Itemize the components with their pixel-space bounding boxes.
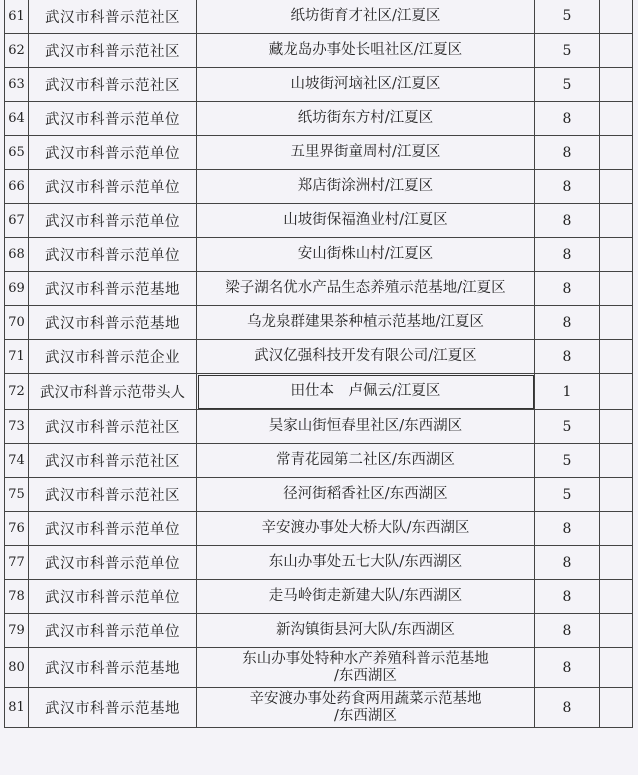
row-extra [600,102,633,136]
row-score: 1 [535,374,600,410]
table-row [5,136,633,170]
row-name: 走马岭街走新建大队/东西湖区 [197,580,535,614]
row-category: 武汉市科普示范社区 [29,68,197,102]
row-extra [600,410,633,444]
row-score: 5 [535,0,600,34]
row-number: 70 [5,306,29,340]
row-extra [600,546,633,580]
row-category: 武汉市科普示范单位 [29,136,197,170]
row-name: 藏龙岛办事处长咀社区/江夏区 [197,34,535,68]
table-row [5,410,633,444]
row-number: 62 [5,34,29,68]
row-extra [600,478,633,512]
row-number: 71 [5,340,29,374]
row-score: 5 [535,444,600,478]
row-extra [600,306,633,340]
table-row [5,688,633,728]
row-score: 5 [535,68,600,102]
row-extra [600,170,633,204]
row-number: 73 [5,410,29,444]
row-score: 8 [535,580,600,614]
row-extra [600,374,633,410]
row-name: 五里界街童周村/江夏区 [197,136,535,170]
row-name-line1: 辛安渡办事处药食两用蔬菜示范基地 [249,690,482,707]
row-name: 纸坊街东方村/江夏区 [197,102,535,136]
row-category: 武汉市科普示范社区 [29,410,197,444]
row-category: 武汉市科普示范单位 [29,512,197,546]
row-category: 武汉市科普示范基地 [29,688,197,728]
row-number: 81 [5,688,29,728]
row-number: 72 [5,374,29,410]
table-row [5,648,633,688]
table-row [5,238,633,272]
row-name: 安山街株山村/江夏区 [197,238,535,272]
row-category: 武汉市科普示范单位 [29,238,197,272]
row-category: 武汉市科普示范单位 [29,204,197,238]
row-name: 郑店街涂洲村/江夏区 [197,170,535,204]
row-score: 8 [535,272,600,306]
row-name-line2: /东西湖区 [334,667,397,684]
row-category: 武汉市科普示范单位 [29,170,197,204]
table-row [5,272,633,306]
row-name: 梁子湖名优水产品生态养殖示范基地/江夏区 [197,272,535,306]
table-row [5,34,633,68]
row-number: 76 [5,512,29,546]
row-extra [600,272,633,306]
row-name: 纸坊街育才社区/江夏区 [197,0,535,34]
row-extra [600,614,633,648]
row-extra [600,648,633,688]
row-name: 山坡街保福渔业村/江夏区 [197,204,535,238]
row-number: 64 [5,102,29,136]
row-score: 8 [535,238,600,272]
row-extra [600,340,633,374]
row-category: 武汉市科普示范社区 [29,34,197,68]
row-name: 吴家山街恒春里社区/东西湖区 [197,410,535,444]
row-extra [600,68,633,102]
row-category: 武汉市科普示范单位 [29,614,197,648]
row-name: 武汉亿强科技开发有限公司/江夏区 [197,340,535,374]
row-name: 山坡街河垴社区/江夏区 [197,68,535,102]
row-score: 8 [535,306,600,340]
table-row [5,204,633,238]
row-score: 8 [535,136,600,170]
row-name [197,688,535,728]
row-name: 径河街稻香社区/东西湖区 [197,478,535,512]
row-score: 8 [535,340,600,374]
row-category: 武汉市科普示范基地 [29,306,197,340]
row-extra [600,204,633,238]
row-category: 武汉市科普示范社区 [29,444,197,478]
row-name-line1: 东山办事处特种水产养殖科普示范基地 [242,650,489,667]
row-number: 77 [5,546,29,580]
row-score: 8 [535,546,600,580]
table-row [5,102,633,136]
row-extra [600,512,633,546]
row-name-line2: /东西湖区 [334,707,397,724]
row-name [197,648,535,688]
row-number: 68 [5,238,29,272]
row-name: 常青花园第二社区/东西湖区 [197,444,535,478]
row-name: 东山办事处五七大队/东西湖区 [197,546,535,580]
table-row [5,512,633,546]
table-row [5,340,633,374]
row-category: 武汉市科普示范单位 [29,580,197,614]
table-row [5,170,633,204]
row-number: 65 [5,136,29,170]
row-name: 田仕本 卢佩云/江夏区 [197,374,535,410]
row-name: 新沟镇街县河大队/东西湖区 [197,614,535,648]
row-score: 8 [535,204,600,238]
row-extra [600,0,633,34]
row-extra [600,136,633,170]
table-row [5,68,633,102]
row-number: 74 [5,444,29,478]
row-score: 8 [535,512,600,546]
row-score: 5 [535,410,600,444]
row-category: 武汉市科普示范基地 [29,648,197,688]
row-category: 武汉市科普示范单位 [29,546,197,580]
table-row [5,0,633,34]
table-row [5,546,633,580]
table-row [5,306,633,340]
row-category: 武汉市科普示范社区 [29,478,197,512]
row-extra [600,34,633,68]
row-category: 武汉市科普示范单位 [29,102,197,136]
row-number: 63 [5,68,29,102]
award-table [4,0,633,728]
table-row [5,478,633,512]
table-row [5,374,633,410]
row-score: 8 [535,688,600,728]
row-score: 5 [535,34,600,68]
row-score: 8 [535,102,600,136]
row-number: 80 [5,648,29,688]
row-name: 乌龙泉群建果茶种植示范基地/江夏区 [197,306,535,340]
row-name: 辛安渡办事处大桥大队/东西湖区 [197,512,535,546]
row-extra [600,444,633,478]
row-score: 5 [535,478,600,512]
table-row [5,444,633,478]
row-number: 69 [5,272,29,306]
row-score: 8 [535,170,600,204]
row-number: 66 [5,170,29,204]
row-category: 武汉市科普示范企业 [29,340,197,374]
table-row [5,580,633,614]
row-number: 67 [5,204,29,238]
row-category: 武汉市科普示范社区 [29,0,197,34]
row-category: 武汉市科普示范基地 [29,272,197,306]
table-row [5,614,633,648]
row-score: 8 [535,648,600,688]
row-extra [600,238,633,272]
row-number: 79 [5,614,29,648]
row-category: 武汉市科普示范带头人 [29,374,197,410]
row-number: 61 [5,0,29,34]
row-number: 78 [5,580,29,614]
row-number: 75 [5,478,29,512]
row-extra [600,688,633,728]
row-score: 8 [535,614,600,648]
row-extra [600,580,633,614]
